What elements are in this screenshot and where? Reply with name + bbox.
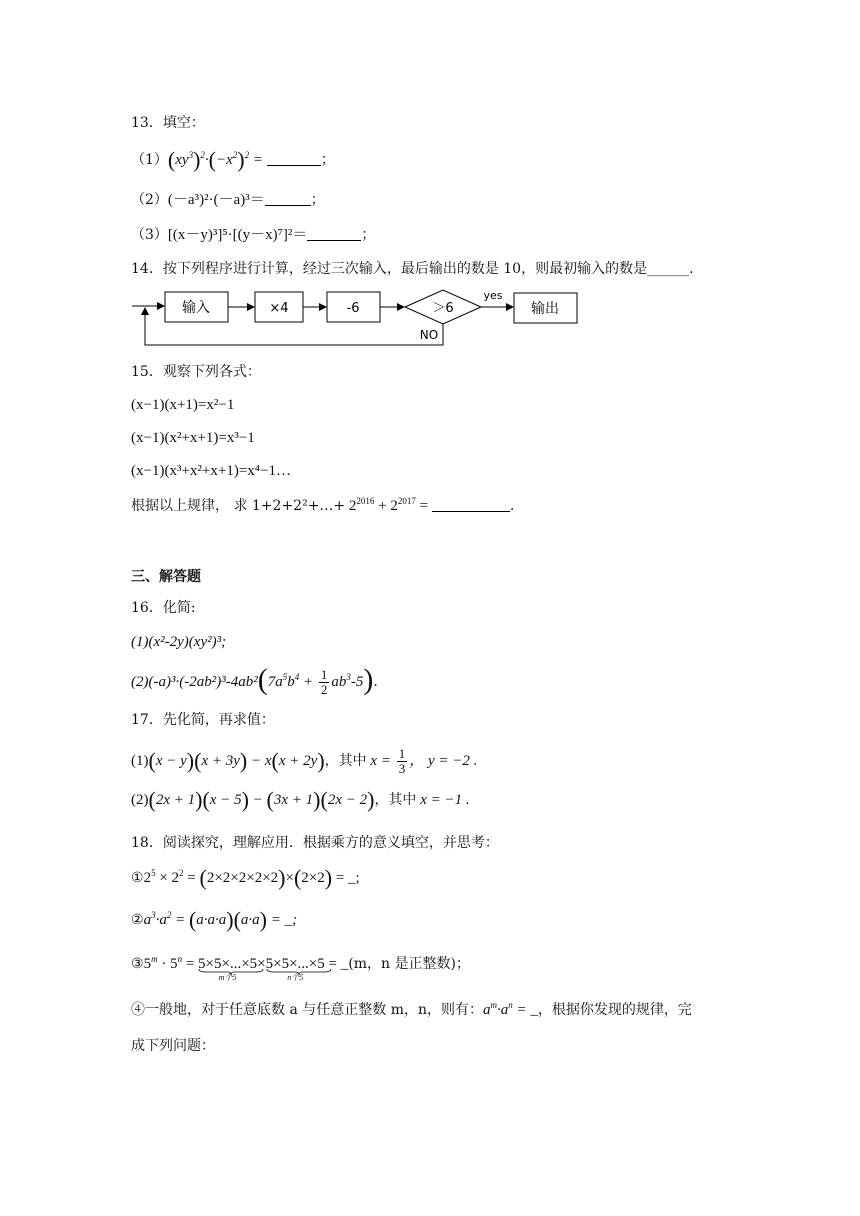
q15-prompt: 根据以上规律， 求 1+2+2²+…+ $2^{2016} + 2^{2017}$ = .	[131, 496, 515, 514]
q17-part1-expr: (x − y)(x + 3y) − x(x + 2y)	[148, 747, 325, 773]
flow-yes-label: yes	[483, 289, 503, 302]
flow-minus6-label: -6	[346, 301, 360, 316]
q18-item1-expr: $2^5 \times 2^2 = (2\times 2\times 2\times 2\times 2)\times(2\times 2)$ = _;	[143, 865, 360, 890]
q17-part2-expr: (2x + 1)(x − 5) − (3x + 1)(2x − 2)	[148, 787, 375, 812]
q15-expr: $2^{2016} + 2^{2017}$ =	[345, 496, 432, 514]
underbrace-m-label: m个5	[218, 973, 237, 982]
q16-part1: (1)(x²-2y)(xy²)³;	[131, 634, 227, 650]
q16-part2-paren-expr: ($7a^5b^4$ + $\frac{1}{2}$ $ab^3-5$)	[257, 662, 374, 697]
q16-part2: $(2)(-a)^3\cdot(-2ab^2)^3-4ab^2(7a^5b^4$ + $\frac{1}{2}$ $ab^3-5$).	[131, 662, 378, 697]
q18-item4-cont: 成下列问题：	[131, 1038, 215, 1054]
q15-line1: (x−1)(x+1)=x²−1	[131, 397, 235, 413]
q18-item3: $③5^m \cdot 5^n = 5\times 5\times...\times 5$ m个5 ×5×5×...×5 n个5 = _(m，n 是正整数)；	[131, 954, 470, 982]
flow-output-label: 输出	[531, 301, 559, 317]
q18-item4-expr: $a^m\cdot a^n$ = _	[483, 1000, 538, 1018]
q13-part1-label: （1）	[131, 152, 168, 168]
q13-part1: $(1)(xy^3)^2\cdot(-x^2)^2$ = ；	[131, 147, 335, 172]
q17-part2: (2)(2x + 1)(x − 5) − (3x + 1)(2x − 2)，其中 x = −1 .	[131, 787, 470, 812]
q13-part3: （3）[(x－y)³]⁵·[(y－x)⁷]²＝ ；	[131, 227, 376, 243]
q13-part3-expr: [(x－y)³]⁵·[(y－x)⁷]²＝	[167, 227, 308, 243]
q15-blank[interactable]	[432, 497, 510, 512]
q13-part2-blank[interactable]	[265, 191, 311, 206]
q13-part1-blank[interactable]	[267, 151, 321, 166]
q13-part3-blank[interactable]	[307, 226, 361, 241]
q18-item4: ④一般地，对于任意底数 a 与任意正整数 m，n，则有：$a^m\cdot a^n$ = _，根据你发现的规律，完	[131, 1000, 692, 1018]
q15-line3: (x−1)(x³+x²+x+1)=x⁴−1…	[131, 463, 291, 479]
section-title: 三、解答题	[131, 569, 201, 585]
q17-part2-values: x = −1 .	[416, 792, 470, 808]
q18-item3-expr: $5^m \cdot 5^n = 5\times 5\times...\times 5$ m个5 ×5×5×...×5 n个5 = _	[143, 954, 349, 982]
q16-title: 16．化简:	[131, 600, 196, 616]
q18-item1: $①2^5 \times 2^2 = (2\times 2\times 2\times 2\times 2)\times(2\times 2)$ = _;	[131, 865, 360, 890]
q14-flowchart	[0, 284, 860, 354]
flow-times4-label: ×4	[269, 301, 289, 316]
flow-input-label: 输入	[182, 300, 210, 316]
q18-title: 18．阅读探究，理解应用．根据乘方的意义填空，并思考：	[131, 835, 499, 851]
q14-title: 14．按下列程序进行计算，经过三次输入，最后输出的数是 10，则最初输入的数是______.	[131, 261, 694, 277]
q17-part1-values: x = $\frac{1}{3}$ ， y = −2 .	[366, 746, 478, 776]
q15-line2: (x−1)(x²+x+1)=x³−1	[131, 430, 255, 446]
q13-part2: （2）(－a³)²·(－a)³＝ ；	[131, 192, 325, 208]
q17-part1: (1)(x − y)(x + 3y) − x(x + 2y)，其中 x = $\frac{1}{3}$ ， y = −2 .	[131, 746, 478, 776]
q13-part2-expr: (－a³)²·(－a)³＝	[167, 192, 265, 208]
q17-title: 17．先化简，再求值：	[131, 712, 275, 728]
q13-title: 13．填空：	[131, 115, 205, 131]
q15-title: 15．观察下列各式：	[131, 364, 261, 380]
q13-part1-expr: $(xy^3)^2\cdot(-x^2)^2$ =	[167, 147, 267, 172]
underbrace-n-label: n个5	[287, 973, 304, 982]
flow-compare-label: ＞6	[432, 301, 454, 316]
q18-item2-expr: $a^3\cdot a^2 = (a\cdot a\cdot a)(a\cdot a)$ = _;	[143, 907, 298, 932]
flow-no-label: NO	[419, 328, 439, 342]
q18-item2: $②a^3\cdot a^2 = (a\cdot a\cdot a)(a\cdot a)$ = _;	[131, 907, 298, 932]
